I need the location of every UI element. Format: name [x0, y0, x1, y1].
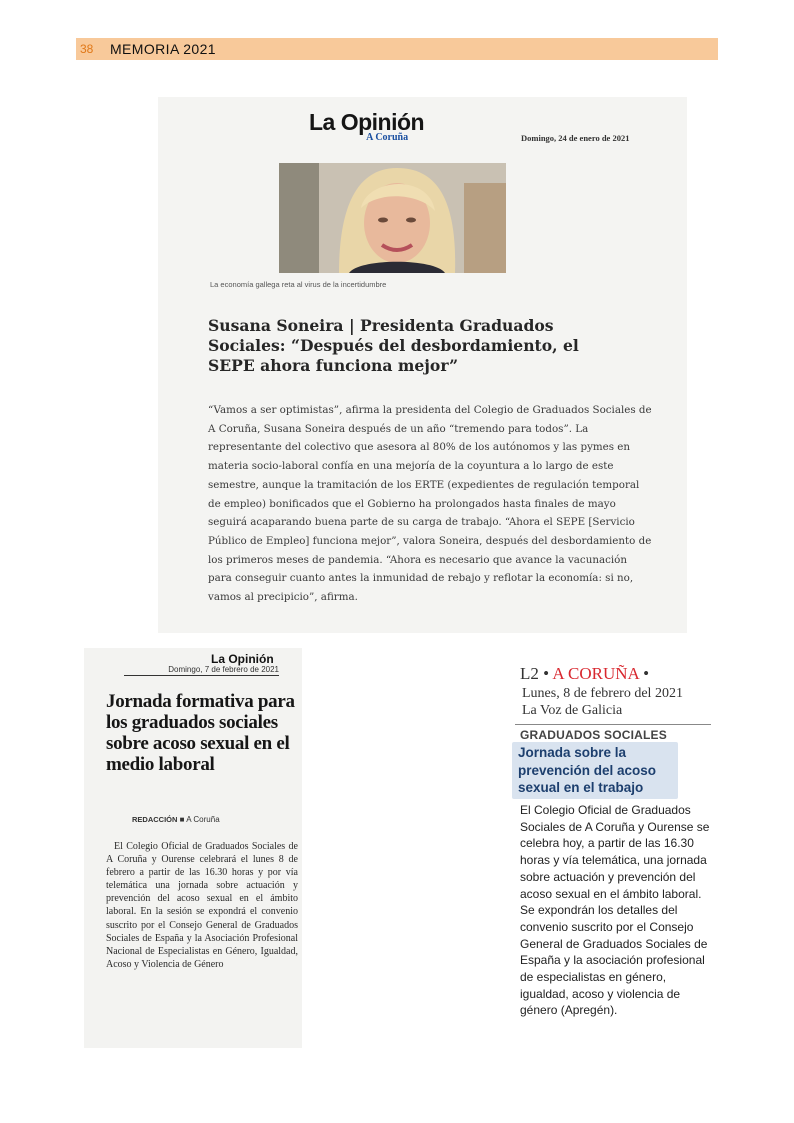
section-header — [520, 664, 649, 684]
newspaper-name: La Voz de Galicia — [522, 703, 623, 718]
press-clipping-la-opinion-january — [158, 97, 687, 633]
article-dateline — [522, 685, 683, 719]
page-number: 38 — [80, 42, 94, 56]
press-clipping-la-opinion-february — [84, 648, 302, 1048]
section-dot: • — [643, 664, 650, 683]
press-clipping-la-voz-de-galicia — [493, 656, 718, 1049]
section-name: A CORUÑA — [552, 664, 639, 683]
article-headline: Jornada formativa para los graduados sociales sobre acoso sexual en el medio laboral — [106, 691, 295, 775]
article-date: Lunes, 8 de febrero del 2021 — [522, 686, 683, 701]
byline-label: REDACCIÓN — [132, 815, 178, 824]
masthead-city: A Coruña — [366, 132, 409, 143]
section-code: L2 • — [520, 664, 550, 683]
byline — [132, 815, 220, 824]
byline-place: A Coruña — [186, 815, 220, 824]
divider — [515, 724, 711, 725]
article-body: “Vamos a ser optimistas”, afirma la presidenta del Colegio de Graduados Sociales de A Coruña, Susana Soneira después de un año “tremendo para todos”. La representante del colectivo que asesora al 80% de los autónomos y las pymes en materia socio-laboral confía en una mejoría de la coyuntura a lo largo de este semestre, aunque la tramitación de los ERTE (expedientes de regulación temporal de empleo) bonificados que el Gobierno ha prolongados hasta finales de mayo seguirá acaparando buena parte de su carga de trabajo. “Ahora el SEPE [Servicio Público de Empleo] funciona mejor”, valora Soneira, después del desbordamiento de los primeros meses de pandemia. “Ahora es necesario que avance la vacunación para conseguir cuanto antes la inmunidad de rebajo y reflotar la economía: si no, vamos al precipicio”, afirma. — [208, 404, 652, 604]
article-date: Domingo, 24 de enero de 2021 — [521, 133, 630, 143]
article-date: Domingo, 7 de febrero de 2021 — [124, 665, 279, 676]
article-body: El Colegio Oficial de Graduados Sociales de A Coruña y Ourense se celebra hoy, a partir de las 16.30 horas y vía telemática, una jornada sobre actuación y prevención del acoso sexual en el ámbito laboral. Se expondrán los detalles del convenio suscrito por el Consejo General de Graduados Sociales de España y la asociación profesional de especialistas en género, igualdad, acoso y violencia de género (Apregén). — [520, 803, 710, 1018]
masthead-name: La Opinión — [309, 109, 425, 135]
photo-caption: La economía gallega reta al virus de la incertidumbre — [210, 280, 387, 289]
document-title: MEMORIA 2021 — [110, 41, 216, 57]
newspaper-masthead: La Opinión — [211, 652, 274, 666]
portrait-illustration — [279, 163, 506, 273]
portrait-photo — [279, 163, 506, 273]
article-kicker: GRADUADOS SOCIALES — [520, 728, 667, 742]
article-body: El Colegio Oficial de Graduados Sociales de A Coruña y Ourense celebrará el lunes 8 de febrero a partir de las 16.30 horas y por vía telemática una jornada sobre actuación y prevención del acoso sexual en el ámbito laboral. En la sesión se expondrá el convenio suscrito por el Consejo General de Graduados Sociales de España y la Asociación Profesional Nacional de Especialistas en Género, Igualdad, Acoso y Violencia de Género — [106, 841, 298, 970]
newspaper-masthead — [309, 109, 424, 143]
byline-separator-icon: ■ — [179, 815, 187, 824]
article-headline: Susana Soneira | Presidenta Graduados Sociales: “Después del desbordamiento, el SEPE ahora funciona mejor” — [208, 316, 579, 375]
article-headline: Jornada sobre la prevención del acoso sexual en el trabajo — [518, 745, 657, 795]
page-header — [76, 38, 718, 60]
